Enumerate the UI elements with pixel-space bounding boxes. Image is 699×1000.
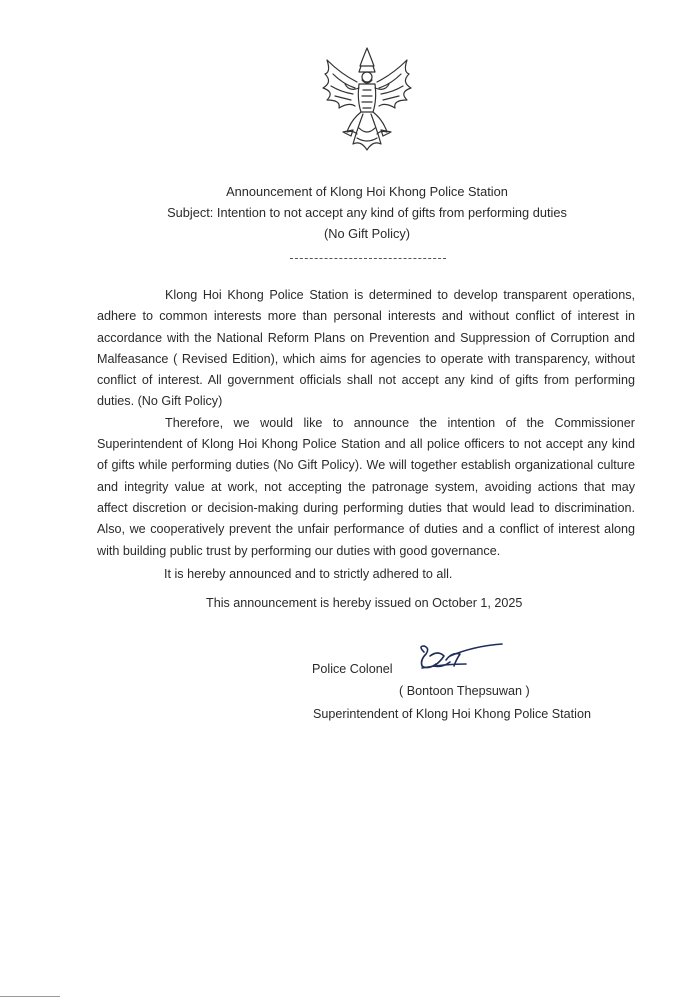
signatory-title: Superintendent of Klong Hoi Khong Police Station bbox=[313, 707, 591, 721]
handwritten-signature bbox=[414, 642, 506, 676]
body-line: affect discretion or decision-making during performing duties that would lead to discrimination. bbox=[97, 500, 635, 515]
issue-date-statement: This announcement is hereby issued on October 1, 2025 bbox=[206, 596, 523, 610]
announcement-title: Announcement of Klong Hoi Khong Police Station bbox=[226, 184, 508, 199]
body-line: and integrity value at work, not accepting the patronage system, avoiding actions that may bbox=[97, 479, 635, 494]
body-line: Therefore, we would like to announce the intention of the Commissioner bbox=[165, 415, 635, 430]
closing-statement: It is hereby announced and to strictly adhered to all. bbox=[164, 567, 453, 581]
paragraph-2 bbox=[97, 413, 635, 562]
body-line: adhere to common interests more than personal interests and without conflict of interest in bbox=[97, 309, 635, 324]
body-line: of gifts while performing duties (No Gift Policy). We will together establish organizational culture bbox=[97, 458, 635, 473]
announcement-body bbox=[97, 285, 635, 562]
paragraph-1 bbox=[97, 285, 635, 413]
policy-label: (No Gift Policy) bbox=[323, 226, 411, 241]
body-line: duties. (No Gift Policy) bbox=[97, 394, 223, 409]
header-divider bbox=[290, 258, 446, 259]
announcement-subject: Subject: Intention to not accept any kind of gifts from performing duties bbox=[167, 205, 567, 220]
body-line: Also, we cooperatively prevent the unfair performance of duties and a conflict of interest along bbox=[97, 522, 635, 537]
body-line: Superintendent of Klong Hoi Khong Police Station and all police officers to not accept any kind bbox=[97, 437, 635, 452]
page-edge-mark bbox=[0, 996, 60, 997]
garuda-emblem-icon bbox=[313, 44, 421, 156]
announcement-header bbox=[0, 181, 699, 244]
body-line: conflict of interest. All government officials shall not accept any kind of gifts from performing bbox=[97, 373, 635, 388]
body-line: Malfeasance ( Revised Edition), which aims for agencies to operate with transparency, without bbox=[97, 351, 635, 366]
body-line: with building public trust by performing our duties with good governance. bbox=[97, 543, 501, 558]
signatory-rank: Police Colonel bbox=[312, 662, 393, 676]
body-line: Klong Hoi Khong Police Station is determined to develop transparent operations, bbox=[165, 288, 635, 302]
body-line: accordance with the National Reform Plans on Prevention and Suppression of Corruption and bbox=[97, 330, 635, 345]
signatory-name: ( Bontoon Thepsuwan ) bbox=[399, 684, 530, 698]
